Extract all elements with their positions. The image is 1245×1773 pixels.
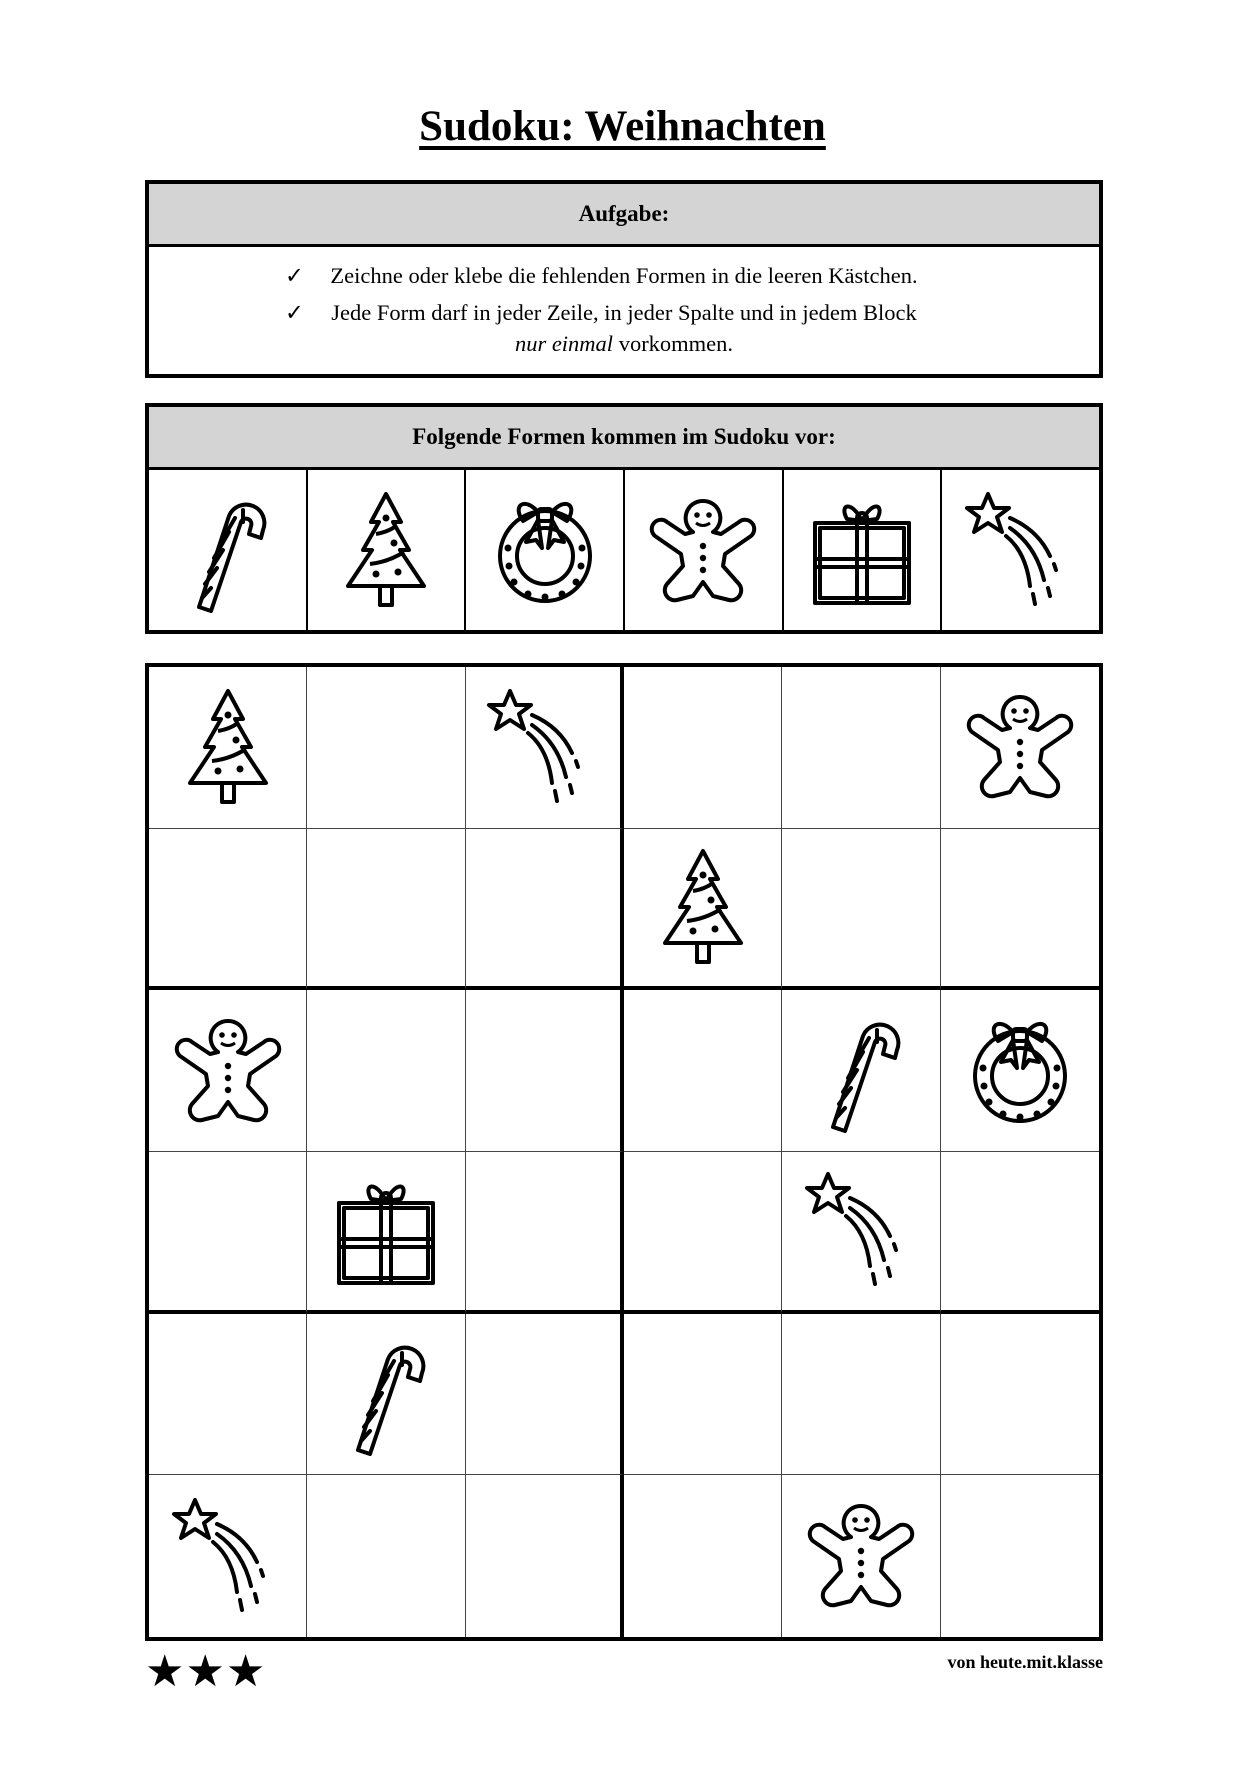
sudoku-cell	[149, 1475, 307, 1637]
shapes-header: Folgende Formen kommen im Sudoku vor:	[149, 407, 1099, 470]
sudoku-cell-empty[interactable]	[307, 1475, 465, 1637]
instruction-2	[149, 297, 1099, 328]
gift-box-icon	[807, 493, 917, 608]
sudoku-cell-empty[interactable]	[307, 990, 465, 1152]
credit-text: von heute.mit.klasse	[947, 1652, 1103, 1672]
sudoku-cell-empty[interactable]	[149, 829, 307, 991]
candy-cane-icon	[811, 1008, 911, 1133]
christmas-tree-icon	[178, 685, 278, 810]
sudoku-cell-empty[interactable]	[941, 1152, 1099, 1314]
instruction-2-emphasis: nur einmal	[514, 331, 614, 356]
shapes-box	[145, 403, 1103, 634]
sudoku-cell-empty[interactable]	[941, 829, 1099, 991]
sudoku-cell-empty[interactable]	[466, 1152, 624, 1314]
checkmark-icon: ✓	[285, 263, 304, 288]
sudoku-cell-empty[interactable]	[307, 667, 465, 829]
sudoku-cell-empty[interactable]	[624, 1475, 782, 1637]
legend-cell	[306, 470, 465, 631]
legend-cell	[940, 470, 1099, 631]
shooting-star-icon	[480, 685, 605, 810]
sudoku-cell-empty[interactable]	[466, 1475, 624, 1637]
legend-cell	[623, 470, 782, 631]
sudoku-cell-empty[interactable]	[149, 1314, 307, 1476]
legend-cell	[464, 470, 623, 631]
sudoku-cell	[307, 1152, 465, 1314]
gingerbread-man-icon	[168, 1016, 288, 1126]
instruction-1-text: Zeichne oder klebe die fehlenden Formen in die leeren Kästchen.	[330, 263, 918, 288]
sudoku-cell-empty[interactable]	[624, 667, 782, 829]
instruction-2-cont	[149, 328, 1099, 359]
sudoku-cell-empty[interactable]	[466, 829, 624, 991]
shooting-star-icon	[798, 1168, 923, 1293]
shooting-star-icon	[165, 1494, 290, 1619]
difficulty-stars: ★★★	[145, 1646, 267, 1697]
sudoku-cell-empty[interactable]	[782, 1314, 940, 1476]
sudoku-cell-empty[interactable]	[782, 667, 940, 829]
sudoku-cell	[466, 667, 624, 829]
sudoku-cell-empty[interactable]	[782, 829, 940, 991]
shapes-legend	[149, 470, 1099, 631]
gingerbread-man-icon	[960, 692, 1080, 802]
sudoku-cell-empty[interactable]	[307, 829, 465, 991]
sudoku-cell	[149, 667, 307, 829]
sudoku-cell-empty[interactable]	[149, 1152, 307, 1314]
instruction-2-text: Jede Form darf in jeder Zeile, in jeder Spalte und in jedem Block	[331, 300, 917, 325]
sudoku-cell	[149, 990, 307, 1152]
candy-cane-icon	[177, 488, 277, 613]
sudoku-cell	[941, 990, 1099, 1152]
gift-box-icon	[331, 1173, 441, 1288]
legend-cell	[149, 470, 306, 631]
sudoku-cell-empty[interactable]	[624, 990, 782, 1152]
instruction-1	[149, 260, 1099, 291]
shooting-star-icon	[958, 488, 1083, 613]
sudoku-cell-empty[interactable]	[466, 1314, 624, 1476]
sudoku-cell	[624, 829, 782, 991]
gingerbread-man-icon	[801, 1501, 921, 1611]
sudoku-grid	[145, 663, 1103, 1641]
christmas-tree-icon	[653, 845, 753, 970]
legend-cell	[782, 470, 941, 631]
wreath-icon	[965, 1016, 1075, 1126]
sudoku-cell	[782, 1152, 940, 1314]
sudoku-cell-empty[interactable]	[624, 1152, 782, 1314]
sudoku-cell-empty[interactable]	[624, 1314, 782, 1476]
sudoku-cell-empty[interactable]	[941, 1314, 1099, 1476]
candy-cane-icon	[336, 1331, 436, 1456]
sudoku-cell	[782, 1475, 940, 1637]
checkmark-icon: ✓	[285, 300, 304, 325]
task-header: Aufgabe:	[149, 184, 1099, 247]
task-instructions	[149, 247, 1099, 359]
sudoku-cell-empty[interactable]	[941, 1475, 1099, 1637]
page-title: Sudoku: Weihnachten	[419, 103, 826, 150]
christmas-tree-icon	[336, 488, 436, 613]
sudoku-cell-empty[interactable]	[466, 990, 624, 1152]
sudoku-cell	[941, 667, 1099, 829]
wreath-icon	[490, 496, 600, 606]
instruction-2-end: vorkommen.	[613, 331, 734, 356]
sudoku-cell	[782, 990, 940, 1152]
task-box	[145, 180, 1103, 378]
sudoku-cell	[307, 1314, 465, 1476]
gingerbread-man-icon	[643, 496, 763, 606]
